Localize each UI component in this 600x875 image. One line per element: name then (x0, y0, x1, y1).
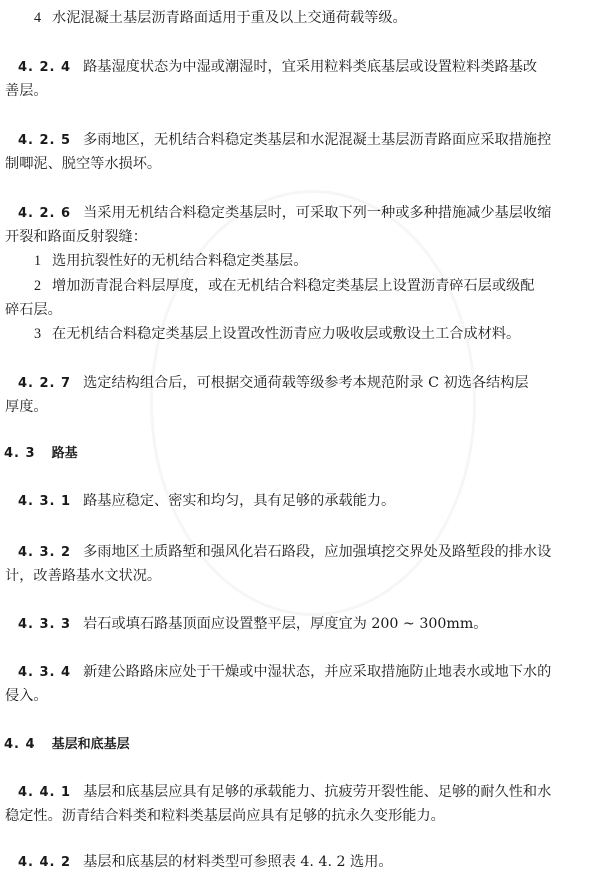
clause-number: 4. 3. 4 (18, 665, 72, 680)
clause-text: 路基应稳定、密实和均匀，具有足够的承载能力。 (83, 493, 396, 509)
section-heading-4-3 (4, 441, 78, 465)
clause-text: 选定结构组合后，可根据交通荷载等级参考本规范附录 C 初选各结构层 (83, 375, 529, 391)
clause-4-3-4 (18, 660, 551, 684)
section-number: 4. 3 (4, 446, 36, 461)
item-text: 水泥混凝土基层沥青路面适用于重及以上交通荷载等级。 (52, 10, 407, 26)
list-item (34, 322, 520, 346)
clause-number: 4. 2. 7 (18, 376, 72, 391)
clause-text-cont: 开裂和路面反射裂缝： (5, 229, 147, 245)
clause-number: 4. 3. 2 (18, 545, 72, 560)
list-item-cont (5, 298, 62, 322)
list-item (34, 6, 407, 30)
clause-4-2-5 (18, 128, 551, 152)
clause-number: 4. 2. 5 (18, 133, 72, 148)
item-text-cont: 碎石层。 (5, 302, 62, 318)
list-item (34, 274, 534, 298)
clause-4-4-2 (18, 850, 393, 874)
clause-text: 基层和底基层应具有足够的承载能力、抗疲劳开裂性能、足够的耐久性和水 (83, 784, 552, 800)
clause-number: 4. 4. 1 (18, 785, 72, 800)
item-number: 4 (34, 10, 42, 26)
clause-text-cont: 厚度。 (5, 399, 48, 415)
item-text: 增加沥青混合料层厚度，或在无机结合料稳定类基层上设置沥青碎石层或级配 (52, 278, 535, 294)
clause-number: 4. 3. 3 (18, 617, 72, 632)
clause-text: 基层和底基层的材料类型可参照表 4. 4. 2 选用。 (83, 854, 393, 870)
clause-text-cont: 制唧泥、脱空等水损坏。 (5, 156, 162, 172)
clause-4-3-1 (18, 489, 395, 513)
item-number: 2 (34, 278, 42, 294)
item-number: 1 (34, 253, 42, 269)
clause-text: 多雨地区，无机结合料稳定类基层和水泥混凝土基层沥青路面应采取措施控 (83, 132, 552, 148)
clause-4-4-1 (18, 780, 551, 804)
clause-number: 4. 4. 2 (18, 855, 72, 870)
clause-4-3-2-cont (5, 564, 161, 588)
clause-4-2-5-cont (5, 152, 161, 176)
clause-text-cont: 稳定性。沥青结合料类和粒料类基层尚应具有足够的抗永久变形能力。 (5, 808, 445, 824)
section-number: 4. 4 (4, 737, 36, 752)
clause-text: 新建公路路床应处于干燥或中湿状态，并应采取措施防止地表水或地下水的 (83, 664, 552, 680)
clause-text: 岩石或填石路基顶面应设置整平层，厚度宜为 200 ~ 300mm。 (83, 616, 488, 632)
clause-number: 4. 2. 4 (18, 60, 72, 75)
section-title: 路基 (51, 446, 78, 461)
section-title: 基层和底基层 (51, 737, 130, 752)
clause-4-2-6-cont (5, 225, 147, 249)
clause-4-3-3 (18, 612, 488, 636)
clause-4-2-7 (18, 371, 529, 395)
section-heading-4-4 (4, 732, 130, 756)
clause-4-3-4-cont (5, 684, 48, 708)
clause-text-cont: 计，改善路基水文状况。 (5, 568, 162, 584)
clause-text-cont: 善层。 (5, 83, 48, 99)
clause-4-2-6 (18, 201, 551, 225)
clause-text: 多雨地区土质路堑和强风化岩石路段，应加强填挖交界处及路堑段的排水设 (83, 544, 552, 560)
clause-4-3-2 (18, 540, 551, 564)
list-item (34, 249, 307, 273)
clause-4-2-4-cont (5, 79, 48, 103)
clause-text: 路基湿度状态为中湿或潮湿时，宜采用粒料类底基层或设置粒料类路基改 (83, 59, 538, 75)
clause-text: 当采用无机结合料稳定类基层时，可采取下列一种或多种措施减少基层收缩 (83, 205, 552, 221)
clause-4-4-1-cont (5, 804, 445, 828)
item-number: 3 (34, 326, 42, 342)
clause-number: 4. 3. 1 (18, 494, 72, 509)
item-text: 在无机结合料稳定类基层上设置改性沥青应力吸收层或敷设土工合成材料。 (52, 326, 521, 342)
clause-4-2-4 (18, 55, 537, 79)
clause-4-2-7-cont (5, 395, 48, 419)
clause-number: 4. 2. 6 (18, 206, 72, 221)
item-text: 选用抗裂性好的无机结合料稳定类基层。 (52, 253, 308, 269)
clause-text-cont: 侵入。 (5, 688, 48, 704)
